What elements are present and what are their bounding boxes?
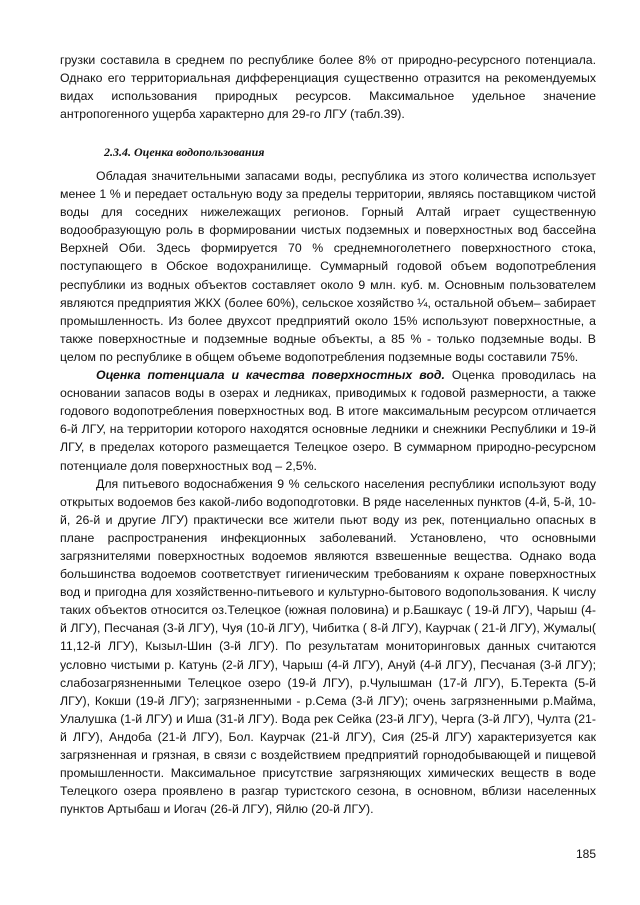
intro-text-block: [60, 51, 596, 123]
intro-paragraph: грузки составила в среднем по республике более 8% от природно-ресурсного потенциала. Однако его территориальная дифференциация существенно отразится на рекомендуемых видах использования природных ресурсов. Максимальное удельное значение антропогенного ущерба характерно для 29-го ЛГУ (табл.39).: [60, 53, 596, 122]
section-body: [60, 167, 596, 818]
paragraph-surface-water-text: Оценка проводилась на основании запасов воды в озерах и ледниках, приводимых к годовой размерности, а также годового водопотребления поверхностных вод. В итоге максимальным ресурсом отличается 6-й ЛГУ, на территории которого находятся основные ледники и снежники Республики и 19-й ЛГУ, в пределах которого размещается Телецкое озеро. В суммарном природно-ресурсном потенциале доля поверхностных вод – 2,5%.: [60, 368, 596, 473]
paragraph-run-in-title: Оценка потенциала и качества поверхностных вод.: [96, 368, 445, 383]
paragraph-water-use: Обладая значительными запасами воды, республика из этого количества использует менее 1 % и передает остальную воду за пределы территории, являясь поставщиком чистой воды для соседних нижележащих регионов. Горный Алтай играет существенную водообразующую роль в формировании чистых подземных и поверхностных вод бассейна Верхней Оби. Здесь формируется 70 % среднемноголетнего поверхностного стока, поступающего в Обское водохранилище. Суммарный годовой объем водопотребления республики из водных объектов составляет около 9 млн. куб. м. Основным пользователем являются предприятия ЖКХ (более 60%), сельское хозяйство ¼, остальной объем– забирает промышленность. Из более двухсот предприятий около 15% используют поверхностные, а также поверхностные и подземные водные объекты, а 85 % - только подземные воды. В целом по республике в общем объеме водопотребления подземные воды составили 75%.: [60, 169, 596, 364]
page-number: 185: [576, 847, 597, 861]
paragraph-drinking-water: Для питьевого водоснабжения 9 % сельского населения республики используют воду открытых водоемов без какой-либо водоподготовки. В ряде населенных пунктов (4-й, 5-й, 10-й, 26-й и другие ЛГУ) практически все жители пьют воду из рек, потенциально опасных в плане распространения инфекционных заболеваний. Установлено, что основными загрязнителями поверхностных водоемов являются взвешенные вещества. Однако вода большинства водоемов соответствует гигиеническим требованиям к охране поверхностных вод и пригодна для хозяйственно-питьевого и культурно-бытового водопользования. К числу таких объектов относится оз.Телецкое (южная половина) и р.Башкаус ( 19-й ЛГУ), Чарыш (4-й ЛГУ), Песчаная (3-й ЛГУ), Чуя (10-й ЛГУ), Чибитка ( 8-й ЛГУ), Каурчак ( 21-й ЛГУ), Жумалы( 11,12-й ЛГУ), Кызыл-Шин (3-й ЛГУ). По результатам мониторинговых данных считаются условно чистыми р. Катунь (2-й ЛГУ), Чарыш (4-й ЛГУ), Ануй (4-й ЛГУ), Песчаная (3-й ЛГУ); слабозагрязненными Телецкое озеро (19-й ЛГУ), р.Чулышман (17-й ЛГУ), Б.Теректа (5-й ЛГУ), Кокши (19-й ЛГУ); загрязненными - р.Сема (3-й ЛГУ); очень загрязненными р.Майма, Улалушка (1-й ЛГУ) и Иша (31-й ЛГУ). Вода рек Сейка (23-й ЛГУ), Черга (3-й ЛГУ), Чулта (21-й ЛГУ), Андоба (21-й ЛГУ), Бол. Каурчак (21-й ЛГУ), Сия (25-й ЛГУ) характеризуется как загрязненная и грязная, в связи с воздействием предприятий горнодобывающей и пищевой промышленности. Максимальное присутствие загрязняющих химических веществ в воде Телецкого озера проявлено в разгар туристского сезона, в основном, вблизи населенных пунктов Артыбаш и Иогач (26-й ЛГУ), Яйлю (20-й ЛГУ).: [60, 476, 596, 817]
section-heading: 2.3.4. Оценка водопользования: [104, 145, 265, 159]
paragraph-surface-water-assessment: [60, 366, 596, 475]
